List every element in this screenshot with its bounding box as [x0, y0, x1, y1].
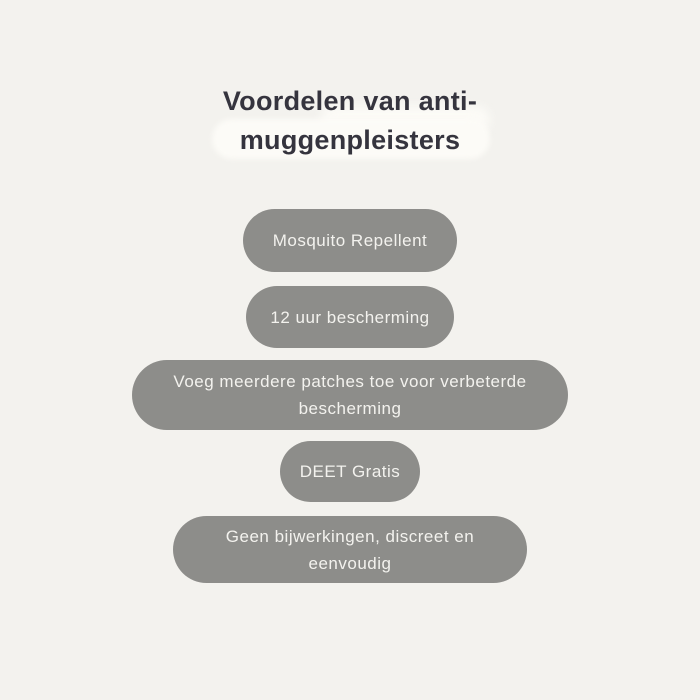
benefit-pill-meerdere-patches: Voeg meerdere patches toe voor verbeterde bescherming: [132, 360, 568, 430]
page-title-line1: Voordelen van anti-: [222, 86, 478, 116]
page-title-line2: muggenpleisters: [239, 125, 461, 155]
title-block: [0, 82, 700, 160]
benefit-pill-mosquito-repellent: Mosquito Repellent: [243, 209, 457, 272]
benefit-pill-12-uur-bescherming: 12 uur bescherming: [246, 286, 454, 348]
benefit-pill-geen-bijwerkingen: Geen bijwerkingen, discreet en eenvoudig: [173, 516, 527, 583]
benefit-pill-deet-gratis: DEET Gratis: [280, 441, 420, 502]
page-title: [0, 82, 700, 160]
